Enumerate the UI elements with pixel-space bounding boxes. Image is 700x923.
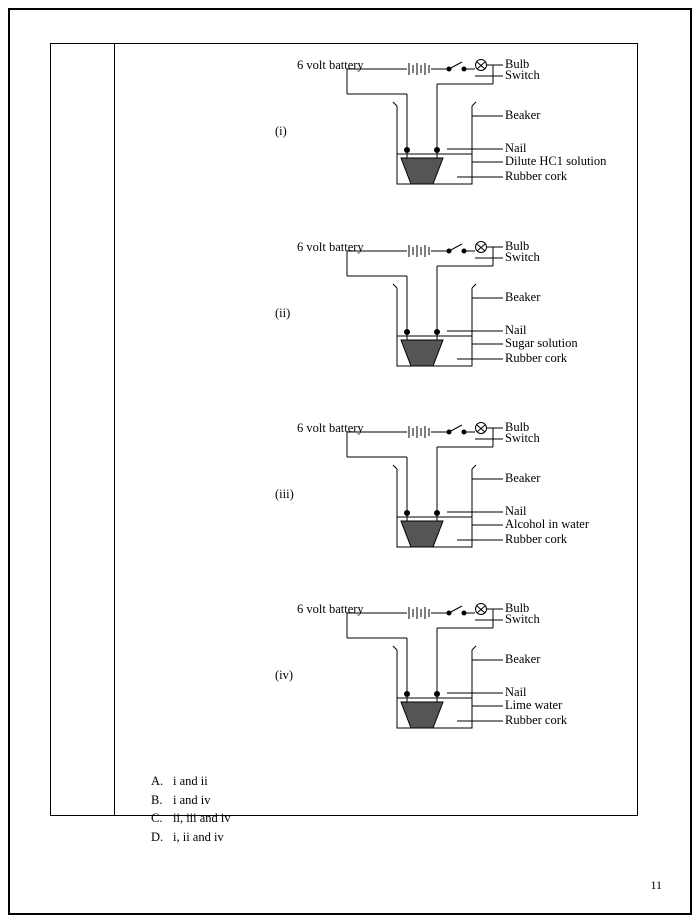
option-a-letter: A. — [151, 774, 164, 788]
page-number: 11 — [650, 878, 662, 892]
figure-iii-roman: (iii) — [275, 487, 294, 501]
figure-i-cork-label: Rubber cork — [505, 169, 568, 183]
option-a[interactable] — [151, 772, 231, 791]
figure-iv-nail-label: Nail — [505, 685, 527, 699]
figure-iii-drawing — [297, 417, 637, 587]
figure-iv — [107, 598, 637, 768]
option-c[interactable] — [151, 809, 231, 828]
figure-iii-bulb-label: Bulb — [505, 420, 530, 434]
figure-ii-roman: (ii) — [275, 306, 291, 320]
figure-iii-beaker-label: Beaker — [505, 471, 541, 485]
figure-iv-roman: (iv) — [275, 668, 294, 682]
figure-iii-nail-label: Nail — [505, 504, 527, 518]
figure-i-solution-label: Dilute HC1 solution — [505, 154, 607, 168]
figure-i-beaker-label: Beaker — [505, 108, 541, 122]
figure-i-drawing — [297, 54, 637, 224]
figure-ii-battery-label: 6 volt battery — [297, 240, 364, 254]
figure-iii — [107, 417, 637, 587]
option-d[interactable] — [151, 828, 231, 847]
figure-iv-bulb-label: Bulb — [505, 601, 530, 615]
option-c-text: ii, iii and iv — [173, 811, 231, 825]
figure-ii-bulb-label: Bulb — [505, 239, 530, 253]
option-b[interactable] — [151, 791, 231, 810]
question-content-box — [50, 43, 638, 844]
figure-iii-cork-label: Rubber cork — [505, 532, 568, 546]
figure-i-battery-label: 6 volt battery — [297, 58, 364, 72]
page-border — [8, 8, 692, 915]
figure-ii-solution-label: Sugar solution — [505, 336, 578, 350]
figure-ii-nail-label: Nail — [505, 323, 527, 337]
figure-i-bulb-label: Bulb — [505, 57, 530, 71]
figure-ii-cork-label: Rubber cork — [505, 351, 568, 365]
figure-iv-battery-label: 6 volt battery — [297, 602, 364, 616]
figure-i — [107, 54, 637, 224]
figure-iv-solution-label: Lime water — [505, 698, 563, 712]
figure-iv-drawing — [297, 598, 637, 768]
answer-options — [151, 772, 231, 846]
option-d-letter: D. — [151, 829, 164, 844]
figure-iv-beaker-label: Beaker — [505, 652, 541, 666]
figure-ii-drawing — [297, 236, 637, 406]
figure-iv-cork-label: Rubber cork — [505, 713, 568, 727]
option-b-letter: B. — [151, 792, 163, 807]
figure-ii — [107, 236, 637, 406]
figure-iv-switch-label: Switch — [505, 612, 540, 626]
figure-iii-solution-label: Alcohol in water — [505, 517, 590, 531]
figure-iii-battery-label: 6 volt battery — [297, 421, 364, 435]
figure-ii-switch-label: Switch — [505, 250, 540, 264]
option-a-text: i and ii — [173, 774, 208, 788]
figure-i-nail-label: Nail — [505, 141, 527, 155]
option-d-text: i, ii and iv — [173, 829, 224, 844]
option-b-text: i and iv — [173, 792, 211, 807]
figure-ii-beaker-label: Beaker — [505, 290, 541, 304]
option-c-letter: C. — [151, 811, 163, 825]
figure-i-switch-label: Switch — [505, 68, 540, 82]
figure-iii-switch-label: Switch — [505, 431, 540, 445]
figure-i-roman: (i) — [275, 124, 287, 138]
